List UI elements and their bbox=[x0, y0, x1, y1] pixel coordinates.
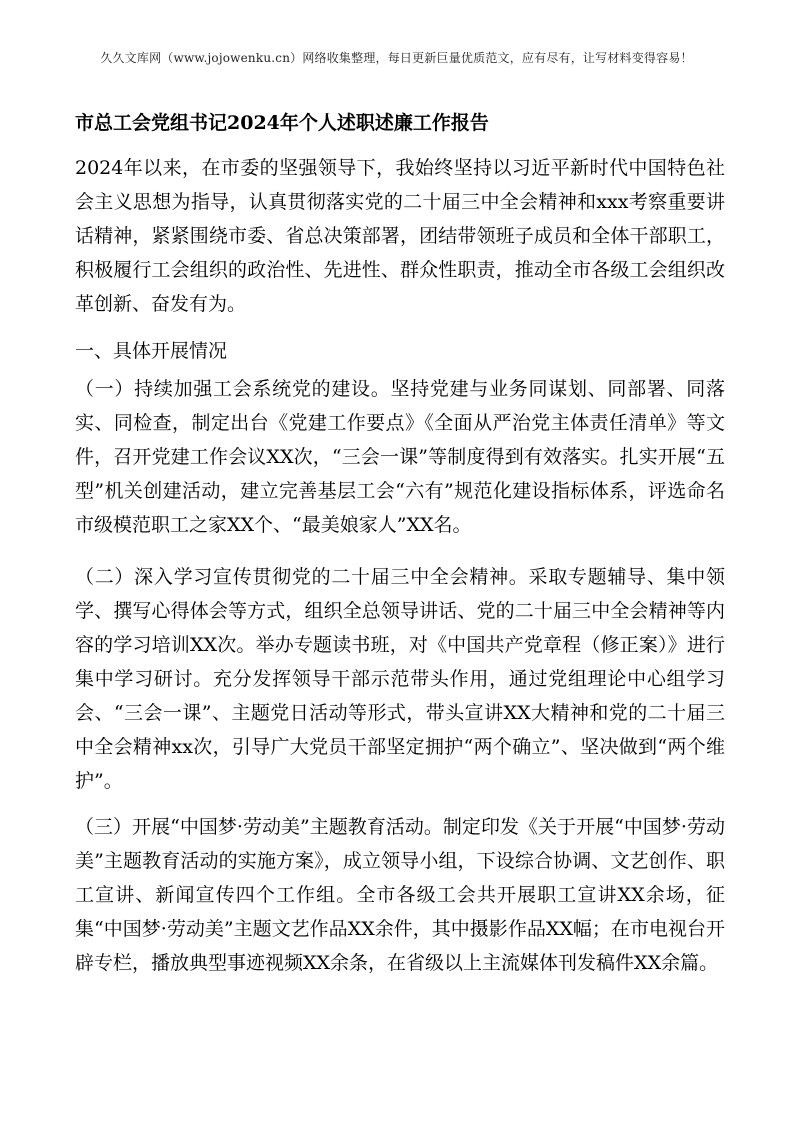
page-title: 市总工会党组书记2024年个人述职述廉工作报告 bbox=[75, 112, 489, 134]
section-paragraph-1: （一）持续加强工会系统党的建设。坚持党建与业务同谋划、同部署、同落实、同检查，制定出台《党建工作要点》《全面从严治党主体责任清单》等文件，召开党建工作会议XX次，“三会一课”等制度得到有效落实。扎实开展“五型”机关创建活动，建立完善基层工会“六有”规范化建设指标体系，评选命名市级模范职工之家XX个、“最美娘家人”XX名。 bbox=[75, 378, 725, 536]
section-heading: 一、具体开展情况 bbox=[75, 340, 228, 362]
section-paragraph-3: （三）开展“中国梦·劳动美”主题教育活动。制定印发《关于开展“中国梦·劳动美”主题教育活动的实施方案》，成立领导小组，下设综合协调、文艺创作、职工宣讲、新闻宣传四个工作组。全市各级工会共开展职工宣讲XX余场，征集“中国梦·劳动美”主题文艺作品XX余件，其中摄影作品XX幅；在市电视台开辟专栏，播放典型事迹视频XX余条，在省级以上主流媒体刊发稿件XX余篇。 bbox=[75, 816, 725, 974]
header-note: 久久文库网（www.jojowenku.cn）网络收集整理，每日更新巨量优质范文，应有尽有，让写材料变得容易！ bbox=[100, 51, 693, 65]
section-paragraph-2: （二）深入学习宣传贯彻党的二十届三中全会精神。采取专题辅导、集中领学、撰写心得体会等方式，组织全总领导讲话、党的二十届三中全会精神等内容的学习培训XX次。举办专题读书班，对《中国共产党章程（修正案）》进行集中学习研讨。充分发挥领导干部示范带头作用，通过党组理论中心组学习会、“三会一课”、主题党日活动等形式，带头宣讲XX大精神和党的二十届三中全会精神xx次，引导广大党员干部坚定拥护“两个确立”、坚决做到“两个维护”。 bbox=[75, 566, 725, 792]
intro-paragraph: 2024年以来，在市委的坚强领导下，我始终坚持以习近平新时代中国特色社会主义思想为指导，认真贯彻落实党的二十届三中全会精神和xxx考察重要讲话精神，紧紧围绕市委、省总决策部署，团结带领班子成员和全体干部职工，积极履行工会组织的政治性、先进性、群众性职责，推动全市各级工会组织改革创新、奋发有为。 bbox=[75, 157, 725, 315]
